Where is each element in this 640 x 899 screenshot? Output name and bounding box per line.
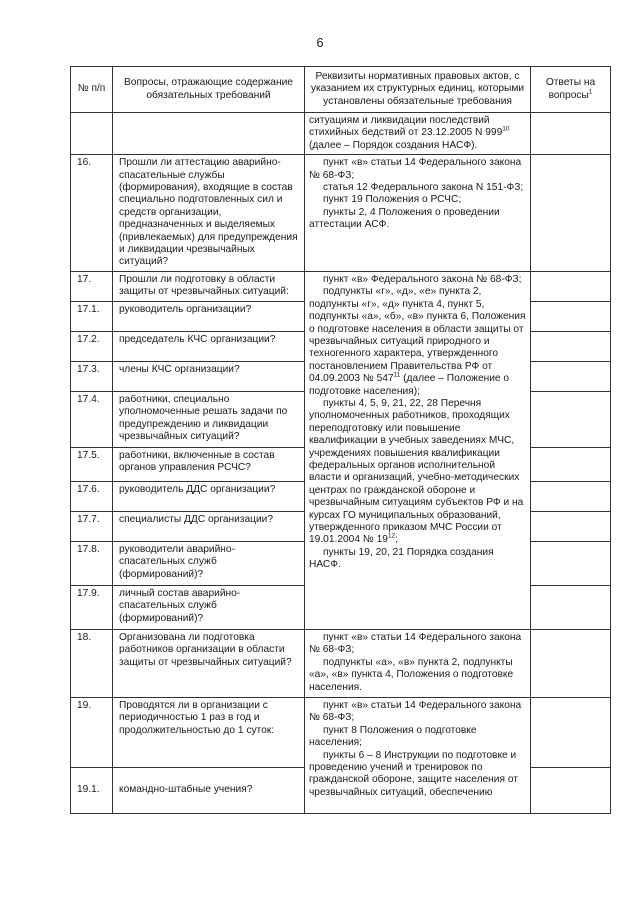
- question-cell: руководитель организации?: [113, 301, 305, 331]
- requisites-cell: [305, 113, 531, 155]
- question-cell: Прошли ли подготовку в области защиты от чрезвычайных ситуаций:: [113, 271, 305, 301]
- row-number: 17.7.: [71, 511, 113, 541]
- page-number: 6: [316, 36, 324, 50]
- ref-item: пункты 2, 4 Положения о проведении аттестации АСФ.: [309, 206, 500, 231]
- row-number: 17.2.: [71, 331, 113, 361]
- question-cell: работники, специально уполномоченные решать задачи по предупреждению и ликвидации чрезвычайных ситуаций?: [113, 391, 305, 447]
- ref-item: пункт «в» статьи 14 Федерального закона № 68-ФЗ;: [309, 699, 522, 724]
- answer-cell[interactable]: [531, 447, 611, 481]
- question-cell: командно-штабные учения?: [113, 767, 305, 813]
- row-number: 18.: [71, 629, 113, 697]
- question-cell: личный состав аварийно-спасательных служб (формирований)?: [113, 585, 305, 629]
- row-number: 17.4.: [71, 391, 113, 447]
- footnote-mark: 11: [393, 371, 401, 379]
- ref-item: подпункты «а», «в» пункта 2, подпункты «а», «в» пункта 4, Положения о подготовке населения.: [309, 656, 514, 693]
- answer-cell[interactable]: [531, 331, 611, 361]
- answer-cell[interactable]: [531, 697, 611, 767]
- question-cell: специалисты ДДС организации?: [113, 511, 305, 541]
- ref-item: пункт 19 Положения о РСЧС;: [323, 194, 462, 206]
- answer-cell[interactable]: [531, 361, 611, 391]
- answer-cell[interactable]: [531, 301, 611, 331]
- ref-item: пункт «в» статьи 14 Федерального закона № 68-ФЗ;: [309, 631, 522, 656]
- table-row-18: [71, 629, 611, 697]
- answer-cell[interactable]: [531, 629, 611, 697]
- ref-text: ситуациям и ликвидации последствий стихийных бедствий от 23.12.2005 N 999: [309, 115, 503, 139]
- requisites-cell: [305, 629, 531, 697]
- row-number: 17.5.: [71, 447, 113, 481]
- question-cell: руководитель ДДС организации?: [113, 481, 305, 511]
- row-number: 17.9.: [71, 585, 113, 629]
- footnote-mark: 10: [502, 126, 510, 134]
- ref-item: статья 12 Федерального закона N 151-ФЗ;: [323, 182, 524, 194]
- table-row-continuation: [71, 113, 611, 155]
- ref-item: пункт «в» Федерального закона № 68-ФЗ;: [323, 273, 522, 285]
- row-number: 16.: [71, 155, 113, 272]
- question-cell: председатель КЧС организации?: [113, 331, 305, 361]
- footnote-mark: 1: [588, 88, 593, 96]
- question-cell: руководители аварийно-спасательных служб (формирований)?: [113, 541, 305, 585]
- row-number: 17.6.: [71, 481, 113, 511]
- answer-cell[interactable]: [531, 767, 611, 813]
- header-requisites: Реквизиты нормативных правовых актов, с указанием их структурных единиц, которыми установлены обязательные требования: [305, 67, 531, 113]
- ref-text: (далее – Порядок создания НАСФ).: [309, 139, 478, 151]
- requirements-table: [70, 66, 611, 814]
- row-number: 19.: [71, 697, 113, 767]
- row-number: 17.3.: [71, 361, 113, 391]
- table-row-17: [71, 271, 611, 301]
- row-number: 17.8.: [71, 541, 113, 585]
- table-row-16: [71, 155, 611, 272]
- answer-cell[interactable]: [531, 113, 611, 155]
- footnote-mark: 12: [387, 533, 396, 541]
- row-number: 17.1.: [71, 301, 113, 331]
- header-answers-text: Ответы на вопросы: [545, 77, 596, 101]
- table-header-row: [71, 67, 611, 113]
- header-questions: Вопросы, отражающие содержание обязательных требований: [113, 67, 305, 113]
- ref-item: пункт «в» статьи 14 Федерального закона № 68-ФЗ;: [309, 157, 522, 181]
- ref-item: подпункты «г», «д», «е» пункта 2, подпункты «г», «д» пункта 4, пункт 5, подпункты «а», «б», «в» пункта 6, Положения о подготовке населения в области защиты от чрезвычайных ситуаций природного и техногенного характера, утвержденного постановлением Правительства РФ от 04.09.2003 № $547^{11}$ (далее – Положение о подготовке населения);: [309, 286, 526, 397]
- ref-item: пункты 4, 5, 9, 21, 22, 28 Перечня уполномоченных работников, проходящих переподготовку или повышение квалификации в учебных заведениях МЧС, учреждениях повышения квалификации федеральных органов исполнительной власти и организаций, учебно-методических центрах по гражданской обороне и чрезвычайным ситуациям субъектов РФ и на курсах ГО муниципальных образований, утвержденного приказом МЧС России от 19.01.2004 № $19^{12}$;: [309, 397, 524, 546]
- row-number: 17.: [71, 271, 113, 301]
- ref-item: пункт 8 Положения о подготовке населения;: [309, 724, 477, 749]
- question-cell: работники, включенные в состав органов управления РСЧС?: [113, 447, 305, 481]
- requisites-cell: [305, 697, 531, 813]
- header-answers: [531, 67, 611, 113]
- answer-cell[interactable]: [531, 511, 611, 541]
- question-cell: члены КЧС организации?: [113, 361, 305, 391]
- requisites-cell: [305, 155, 531, 272]
- header-num: № п/п: [71, 67, 113, 113]
- answer-cell[interactable]: [531, 541, 611, 585]
- answer-cell[interactable]: [531, 155, 611, 272]
- ref-item: пункты 6 – 8 Инструкции по подготовке и проведению учений и тренировок по гражданской обороне, защите населения от чрезвычайных ситуаций, обеспечению: [309, 749, 518, 798]
- ref-item: пункты 19, 20, 21 Порядка создания НАСФ.: [309, 546, 494, 571]
- question-cell: Организована ли подготовка работников организации в области защиты от чрезвычайных ситуаций?: [113, 629, 305, 697]
- requisites-cell: [305, 271, 531, 629]
- answer-cell[interactable]: [531, 271, 611, 301]
- answer-cell[interactable]: [531, 585, 611, 629]
- answer-cell[interactable]: [531, 481, 611, 511]
- answer-cell[interactable]: [531, 391, 611, 447]
- question-cell: Прошли ли аттестацию аварийно-спасательные службы (формирования), входящие в состав специально подготовленных сил и средств организации, предназначенных и выделяемых (привлекаемых) для предупреждения и ликвидации чрезвычайных ситуаций?: [113, 155, 305, 272]
- question-cell: Проводятся ли в организации с периодичностью 1 раз в год и продолжительностью до 1 суток:: [113, 697, 305, 767]
- row-number: 19.1.: [71, 767, 113, 813]
- table-row-19: [71, 697, 611, 767]
